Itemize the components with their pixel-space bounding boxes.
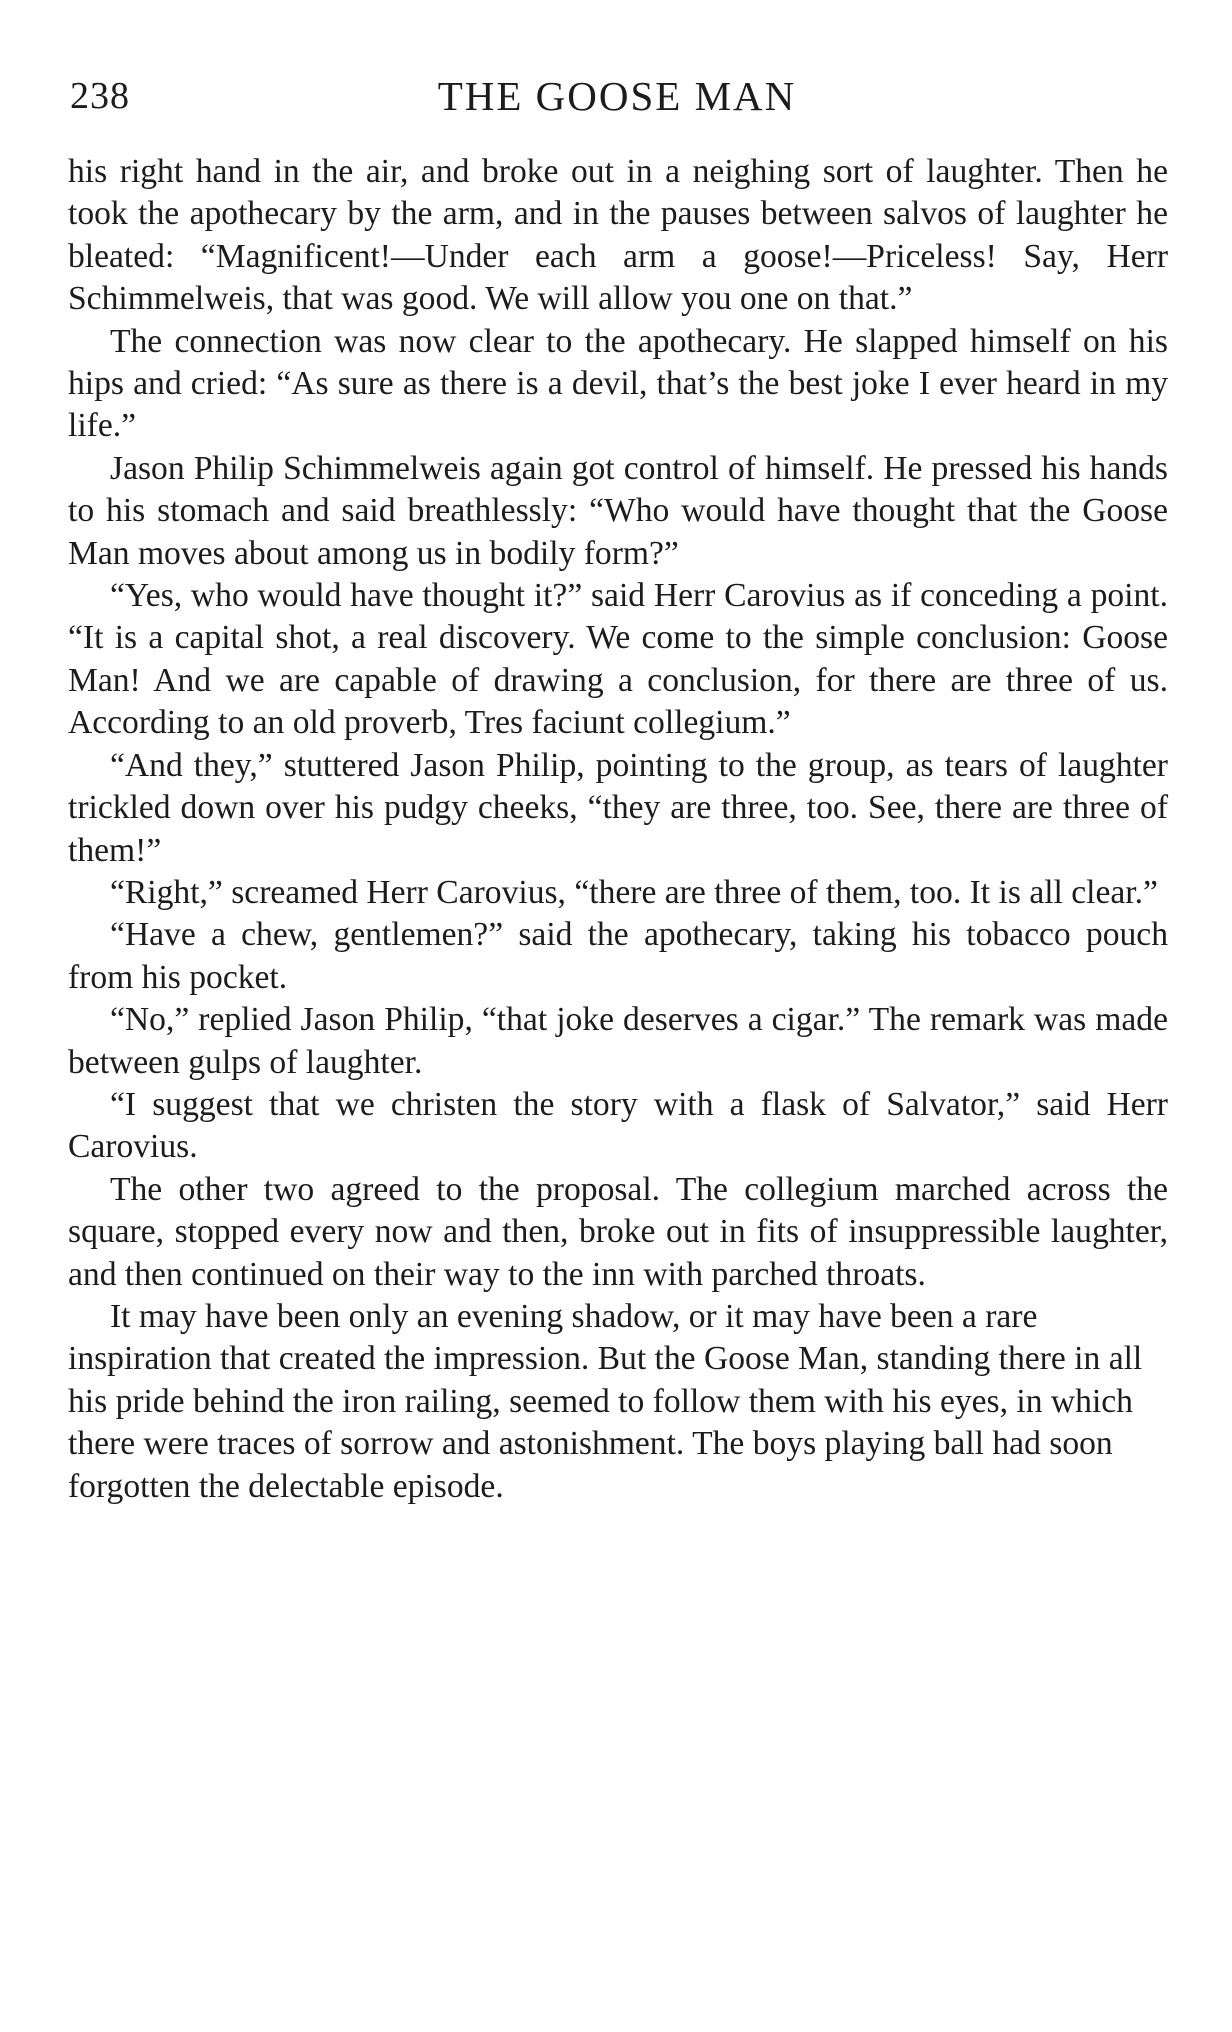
- page-number: 238: [70, 75, 130, 117]
- paragraph-3: Jason Philip Schimmelweis again got control of himself. He pressed his hands to his stomach and said breathlessly: “Who would have thought that the Goose Man moves about among us in bodily form?”: [68, 449, 1168, 572]
- paragraph-6: “Right,” screamed Herr Carovius, “there are three of them, too. It is all clear.”: [110, 873, 1158, 911]
- paragraph-5: “And they,” stuttered Jason Philip, pointing to the group, as tears of laughter trickled down over his pudgy cheeks, “they are three, too. See, there are three of them!”: [68, 746, 1168, 869]
- running-title: THE GOOSE MAN: [437, 73, 797, 119]
- page-header: [70, 66, 1170, 126]
- paragraph-11: It may have been only an evening shadow, or it may have been a rare inspiration that created the impression. But the Goose Man, standing there in all his pride behind the iron railing, seemed to follow them with his eyes, in which there were traces of sorrow and astonishment. The boys playing ball had soon forgotten the delectable episode.: [68, 1297, 1143, 1505]
- paragraph-7: “Have a chew, gentlemen?” said the apothecary, taking his tobacco pouch from his pocket.: [68, 916, 1168, 996]
- paragraph-1: his right hand in the air, and broke out in a neighing sort of laughter. Then he took the apothecary by the arm, and in the pauses between salvos of laughter he bleated: “Magnificent!—Under each arm a goose!—Priceless! Say, Herr Schimmelweis, that was good. We will allow you one on that.”: [68, 153, 1168, 318]
- paragraph-8: “No,” replied Jason Philip, “that joke deserves a cigar.” The remark was made between gulps of laughter.: [68, 1001, 1168, 1081]
- paragraph-9: “I suggest that we christen the story with a flask of Salvator,” said Herr Carovius.: [68, 1085, 1168, 1166]
- body-text: [68, 151, 1168, 1508]
- paragraph-10: The other two agreed to the proposal. The collegium marched across the square, stopped every now and then, broke out in fits of insuppressible laughter, and then continued on their way to the inn with parched throats.: [68, 1170, 1168, 1293]
- paragraph-2: The connection was now clear to the apothecary. He slapped himself on his hips and cried: “As sure as there is a devil, that’s the best joke I ever heard in my life.”: [68, 322, 1168, 445]
- paragraph-4: “Yes, who would have thought it?” said Herr Carovius as if conceding a point. “It is a capital shot, a real discovery. We come to the simple conclusion: Goose Man! And we are capable of drawing a conclusion, for there are three of us. According to an old proverb, Tres faciunt collegium.”: [68, 577, 1168, 742]
